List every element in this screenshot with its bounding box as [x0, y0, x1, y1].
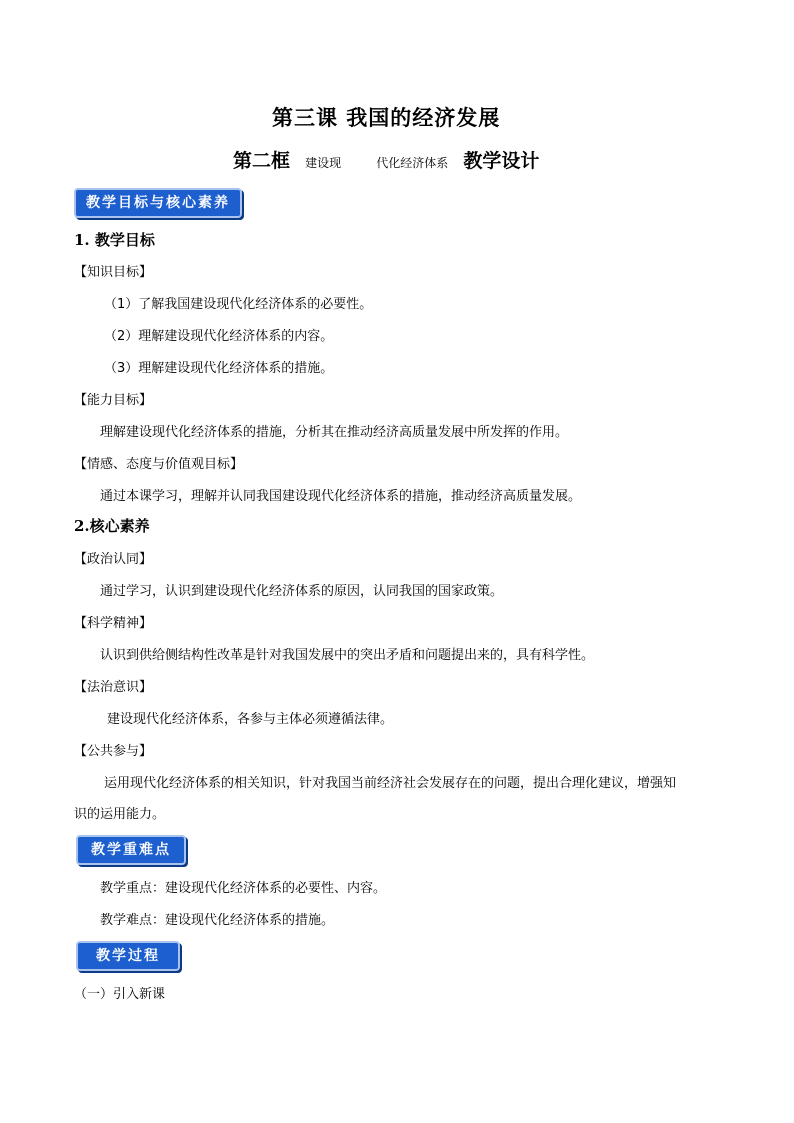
knowledge-item-1: （1）了解我国建设现代化经济体系的必要性。: [104, 297, 373, 312]
knowledge-tag: 【知识目标】: [74, 265, 153, 280]
goals-heading: 1. 教学目标: [74, 231, 155, 249]
teaching-difficulty: 教学难点：建设现代化经济体系的措施。: [100, 913, 335, 928]
subtitle-small-b: 代化经济体系: [376, 156, 449, 170]
process-banner: 教学过程: [76, 941, 180, 971]
science-tag: 【科学精神】: [74, 616, 153, 631]
political-tag: 【政治认同】: [74, 552, 153, 567]
emotion-text: 通过本课学习，理解并认同我国建设现代化经济体系的措施，推动经济高质量发展。: [100, 489, 582, 504]
knowledge-item-2: （2）理解建设现代化经济体系的内容。: [104, 329, 334, 344]
emotion-tag: 【情感、态度与价值观目标】: [74, 457, 244, 472]
knowledge-item-3: （3）理解建设现代化经济体系的措施。: [104, 361, 334, 376]
subtitle-small-a: 建设现: [305, 156, 342, 170]
teaching-focus: 教学重点：建设现代化经济体系的必要性、内容。: [100, 881, 387, 896]
political-text: 通过学习，认识到建设现代化经济体系的原因，认同我国的国家政策。: [100, 584, 504, 599]
science-text: 认识到供给侧结构性改革是针对我国发展中的突出矛盾和问题提出来的，具有科学性。: [100, 648, 595, 663]
goals-banner: 教学目标与核心素养: [74, 188, 242, 218]
key-points-banner: 教学重难点: [76, 835, 186, 865]
literacy-heading: 2.核心素养: [74, 517, 150, 535]
lesson-subtitle: [233, 146, 539, 173]
law-text: 建设现代化经济体系，各参与主体必须遵循法律。: [107, 712, 394, 727]
ability-text: 理解建设现代化经济体系的措施，分析其在推动经济高质量发展中所发挥的作用。: [100, 425, 569, 440]
process-step-1: （一）引入新课: [74, 987, 166, 1002]
public-text-line2: 识的运用能力。: [74, 807, 166, 822]
subtitle-right: 教学设计: [463, 150, 540, 172]
subtitle-left: 第二框: [233, 150, 291, 172]
law-tag: 【法治意识】: [74, 680, 153, 695]
public-text-line1: 运用现代化经济体系的相关知识，针对我国当前经济社会发展存在的问题，提出合理化建议，增强知: [104, 776, 677, 791]
ability-tag: 【能力目标】: [74, 393, 153, 408]
public-tag: 【公共参与】: [74, 744, 153, 759]
lesson-title: 第三课 我国的经济发展: [272, 105, 501, 130]
